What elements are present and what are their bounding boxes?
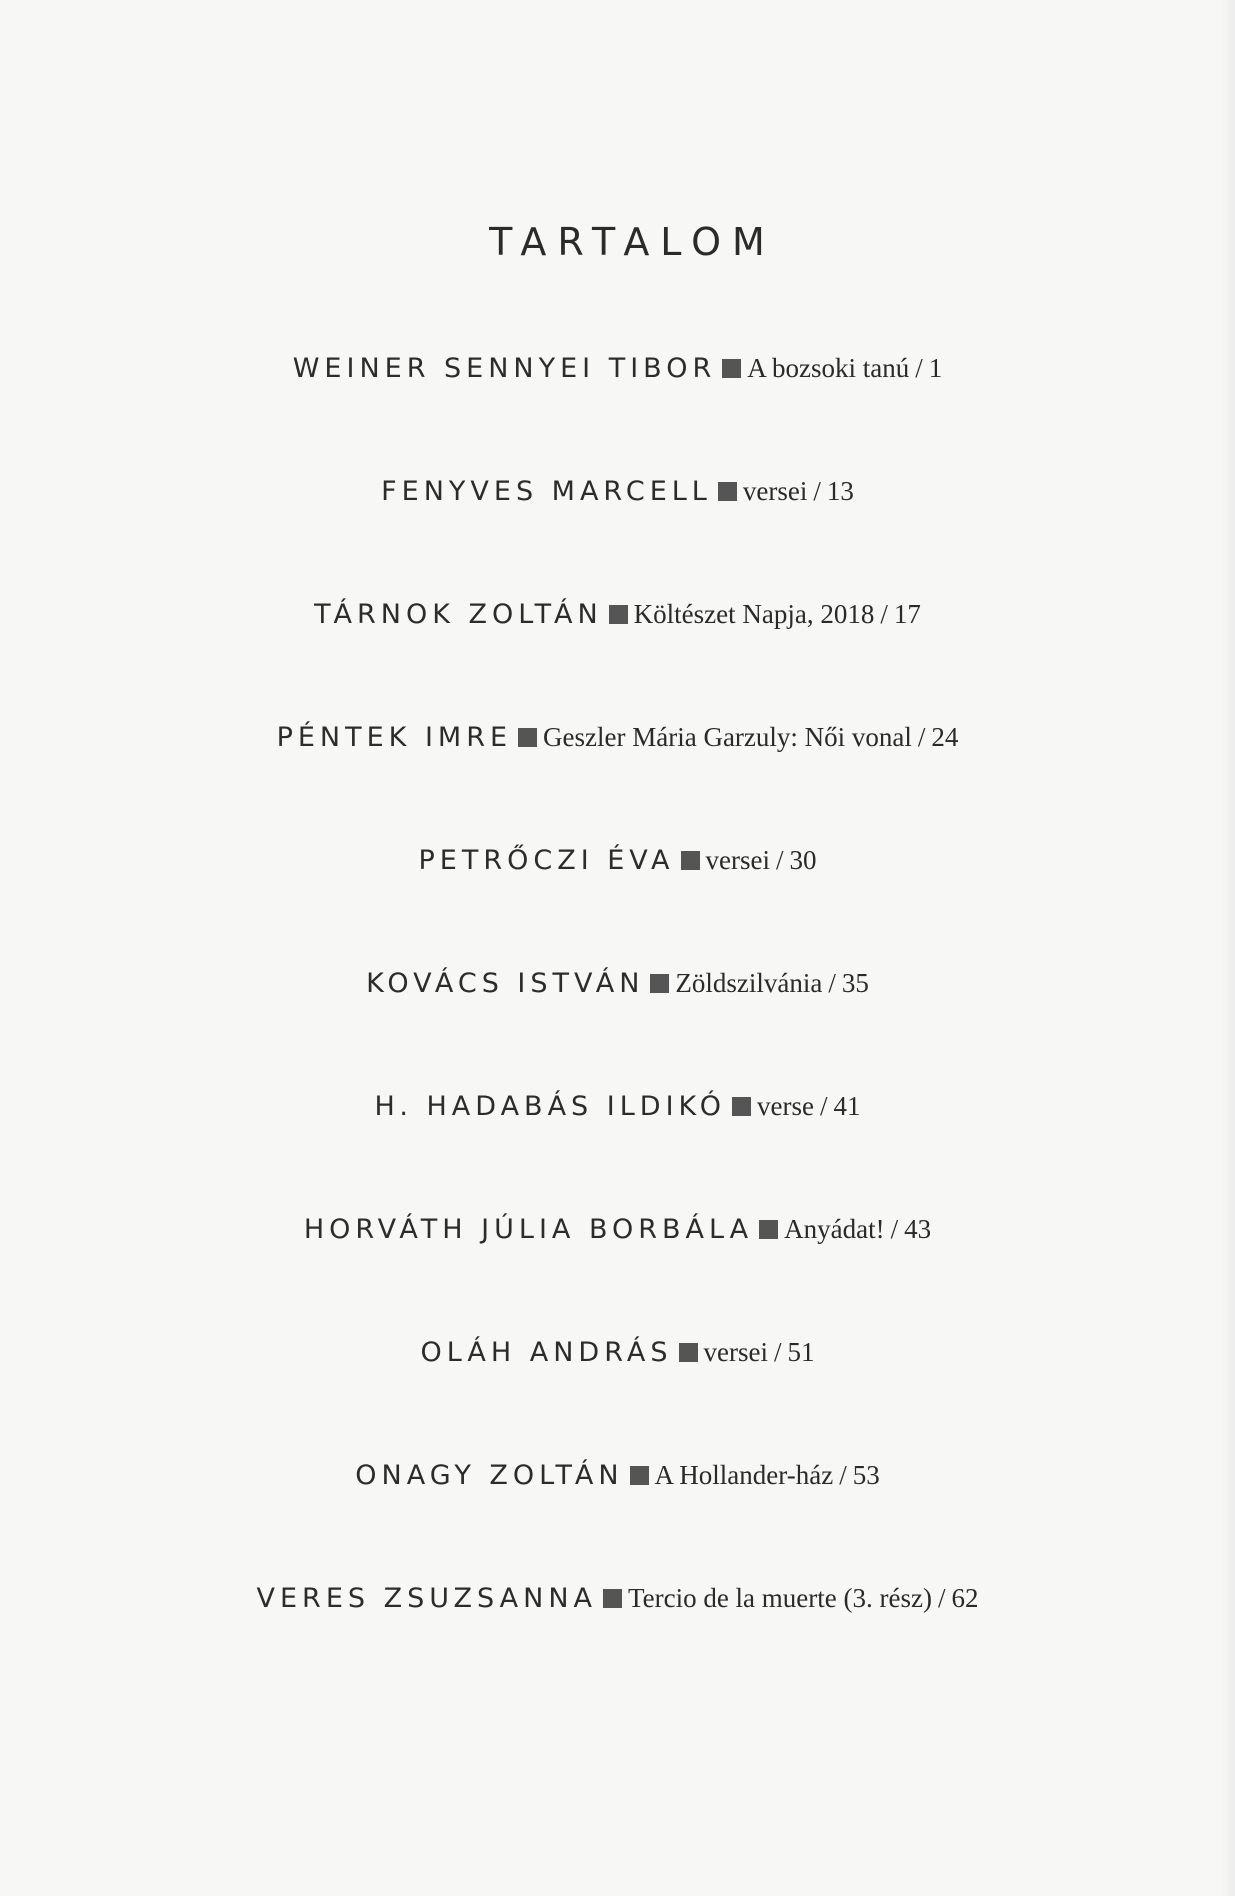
entry-work: verse bbox=[757, 1091, 814, 1121]
entry-work: A Hollander-ház bbox=[654, 1460, 834, 1490]
toc-entry bbox=[0, 1332, 1235, 1377]
square-bullet-icon bbox=[718, 482, 737, 501]
entry-separator: / bbox=[773, 1337, 782, 1367]
entry-separator: / bbox=[819, 1091, 828, 1121]
entry-page-number: 41 bbox=[833, 1091, 861, 1121]
entry-author: H. HADABÁS ILDIKÓ bbox=[374, 1091, 727, 1122]
entry-work: Geszler Mária Garzuly: Női vonal bbox=[543, 722, 912, 752]
toc-entry bbox=[0, 717, 1235, 762]
toc-entry bbox=[0, 348, 1235, 393]
entry-author: FENYVES MARCELL bbox=[381, 476, 712, 507]
square-bullet-icon bbox=[603, 1589, 622, 1608]
toc-entry bbox=[0, 594, 1235, 639]
entry-author: VERES ZSUZSANNA bbox=[256, 1583, 597, 1614]
entry-page-number: 13 bbox=[826, 476, 854, 506]
entry-separator: / bbox=[813, 476, 821, 506]
square-bullet-icon bbox=[650, 974, 669, 993]
entry-separator: / bbox=[839, 1460, 847, 1490]
entry-separator: / bbox=[880, 599, 888, 629]
toc-entry bbox=[0, 1455, 1235, 1500]
entry-work: versei bbox=[703, 1337, 768, 1367]
entry-author: PÉNTEK IMRE bbox=[276, 722, 513, 753]
entry-author: PETRŐCZI ÉVA bbox=[418, 845, 675, 876]
entry-author: KOVÁCS ISTVÁN bbox=[366, 968, 645, 999]
entry-work: Költészet Napja, 2018 bbox=[633, 599, 875, 629]
entry-page-number: 53 bbox=[852, 1460, 880, 1490]
square-bullet-icon bbox=[732, 1097, 751, 1116]
square-bullet-icon bbox=[759, 1220, 778, 1239]
toc-entry bbox=[0, 471, 1235, 516]
entry-author: ONAGY ZOLTÁN bbox=[355, 1460, 624, 1491]
entry-separator: / bbox=[828, 968, 836, 998]
square-bullet-icon bbox=[518, 728, 537, 747]
entry-page-number: 24 bbox=[931, 722, 959, 752]
toc-entry bbox=[0, 963, 1235, 1008]
entry-separator: / bbox=[915, 353, 923, 383]
entry-page-number: 51 bbox=[787, 1337, 815, 1367]
square-bullet-icon bbox=[679, 1343, 698, 1362]
entry-separator: / bbox=[917, 722, 926, 752]
entry-page-number: 35 bbox=[841, 968, 869, 998]
entry-work: versei bbox=[742, 476, 808, 506]
entry-work: Tercio de la muerte (3. rész) bbox=[628, 1583, 932, 1613]
entry-separator: / bbox=[937, 1583, 946, 1613]
entry-author: OLÁH ANDRÁS bbox=[420, 1337, 673, 1368]
entry-author: TÁRNOK ZOLTÁN bbox=[314, 599, 603, 630]
square-bullet-icon bbox=[630, 1466, 649, 1485]
entry-work: versei bbox=[705, 845, 770, 875]
entry-work: Zöldszilvánia bbox=[675, 968, 823, 998]
entry-page-number: 62 bbox=[951, 1583, 979, 1613]
toc-entry bbox=[0, 840, 1235, 885]
entry-separator: / bbox=[775, 845, 784, 875]
entry-page-number: 30 bbox=[789, 845, 817, 875]
entry-page-number: 1 bbox=[928, 353, 943, 383]
entry-work: A bozsoki tanú bbox=[747, 353, 910, 383]
entry-author: WEINER SENNYEI TIBOR bbox=[292, 353, 717, 384]
square-bullet-icon bbox=[722, 359, 741, 378]
entry-separator: / bbox=[890, 1214, 899, 1244]
page-title: TARTALOM bbox=[489, 220, 776, 264]
toc-entry bbox=[0, 1086, 1235, 1131]
entry-work: Anyádat! bbox=[784, 1214, 885, 1244]
entry-page-number: 17 bbox=[893, 599, 921, 629]
toc-entry bbox=[0, 1578, 1235, 1623]
toc-entry bbox=[0, 1209, 1235, 1254]
page-edge-shadow bbox=[1221, 0, 1235, 1896]
entry-page-number: 43 bbox=[904, 1214, 932, 1244]
square-bullet-icon bbox=[681, 851, 700, 870]
square-bullet-icon bbox=[609, 605, 628, 624]
entry-author: HORVÁTH JÚLIA BORBÁLA bbox=[303, 1214, 754, 1245]
